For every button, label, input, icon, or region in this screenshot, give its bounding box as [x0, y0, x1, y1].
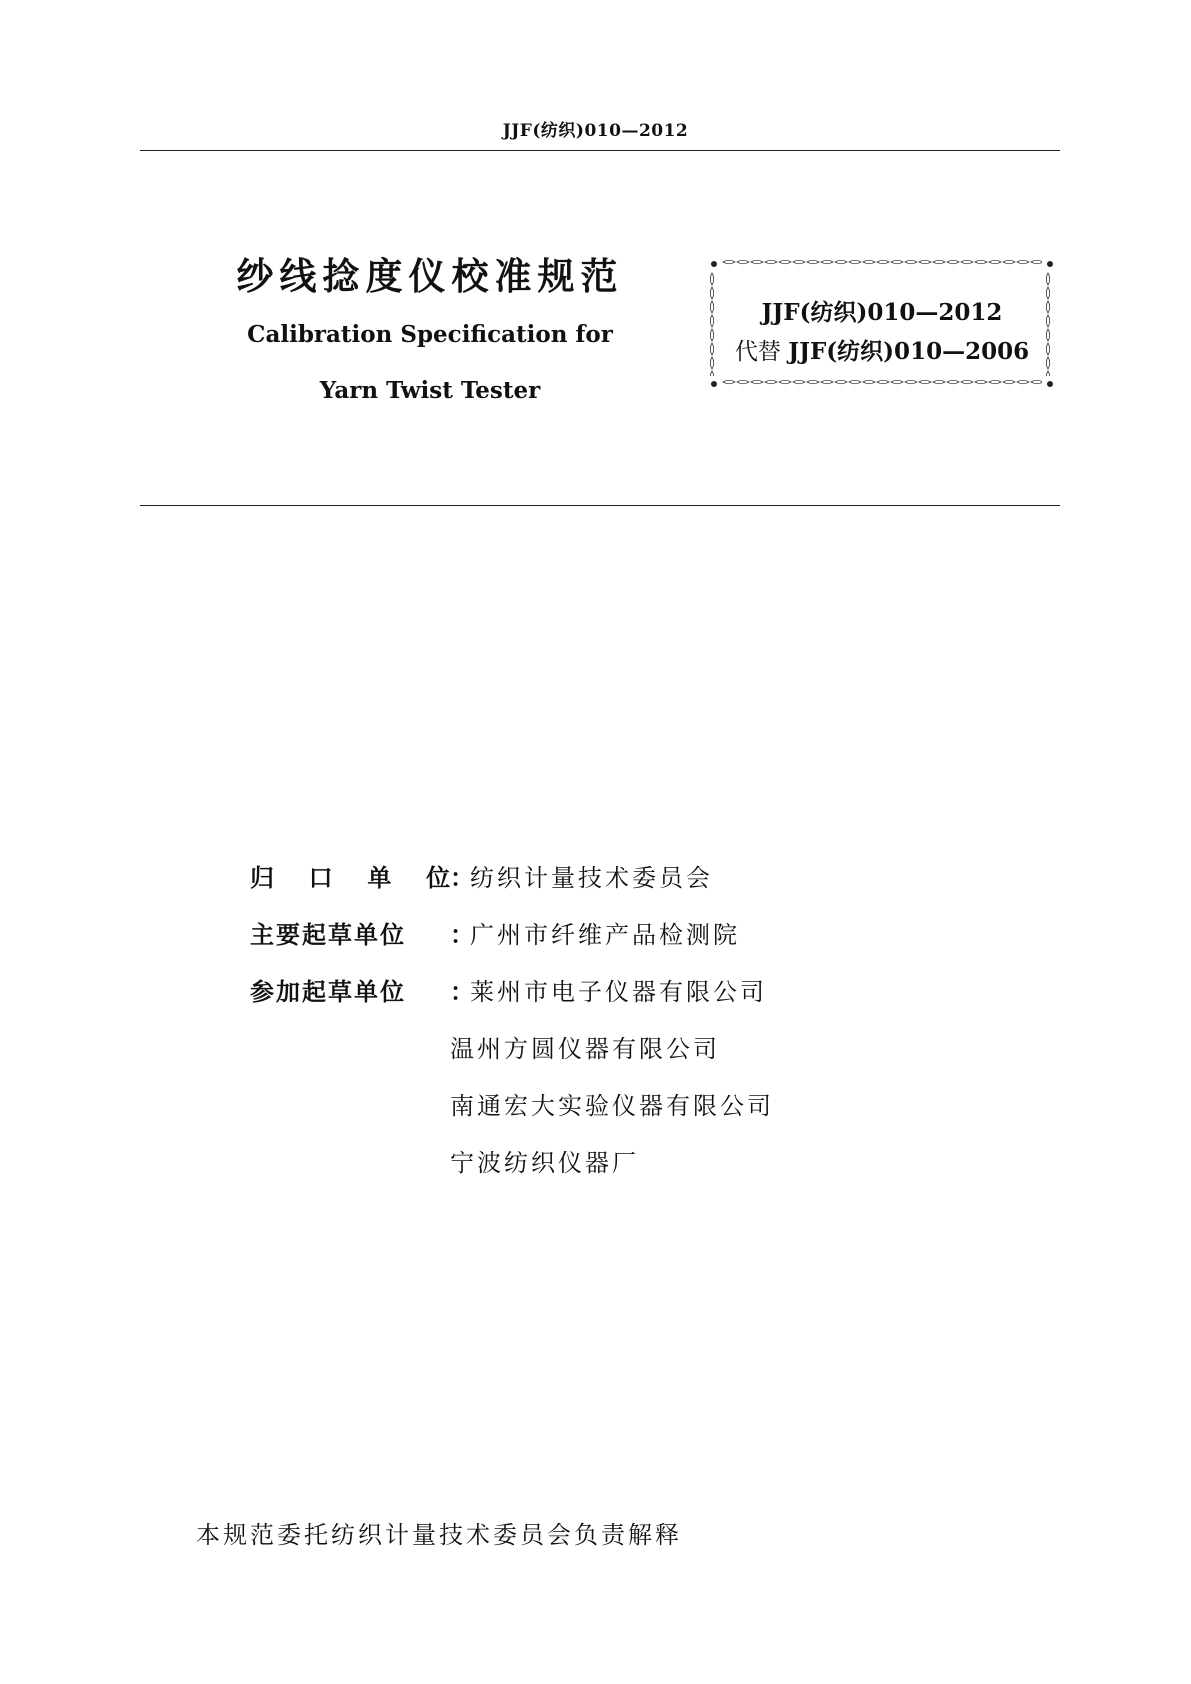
participant-item: 莱州市电子仪器有限公司	[470, 978, 767, 1006]
document-title-chinese: 纱线捻度仪校准规范	[236, 255, 624, 298]
replaced-standard-code: JJF(纺织)010—2006	[788, 338, 1030, 365]
info-row-main-drafter	[250, 915, 740, 955]
main-drafter-label: 主要起草单位	[250, 921, 406, 949]
header-divider	[140, 150, 1060, 151]
responsible-unit-value: 纺织计量技术委员会	[470, 864, 713, 892]
participants-label: 参加起草单位	[250, 978, 406, 1006]
replaced-standard	[708, 333, 1056, 366]
info-row-responsible-unit	[250, 858, 713, 898]
replace-prefix: 代替	[734, 339, 781, 365]
title-divider	[140, 505, 1060, 506]
responsible-unit-label: 归 口 单 位	[250, 864, 450, 892]
header-standard-code: JJF(纺织)010—2012	[502, 121, 689, 141]
info-row-participants	[250, 972, 767, 1012]
interpretation-note: 本规范委托纺织计量技术委员会负责解释	[196, 1521, 682, 1549]
main-drafter-value: 广州市纤维产品检测院	[470, 921, 740, 949]
label-colon: ：	[450, 864, 474, 892]
participant-item: 温州方圆仪器有限公司	[450, 1035, 720, 1063]
participant-item: 南通宏大实验仪器有限公司	[450, 1092, 774, 1120]
document-title-english-line1: Calibration Specification for	[247, 321, 613, 348]
document-title-english-line2: Yarn Twist Tester	[319, 377, 541, 404]
label-colon: ：	[450, 921, 474, 949]
label-colon: ：	[450, 978, 474, 1006]
standard-code: JJF(纺织)010—2012	[761, 299, 1003, 326]
participant-item: 宁波纺织仪器厂	[450, 1149, 639, 1177]
